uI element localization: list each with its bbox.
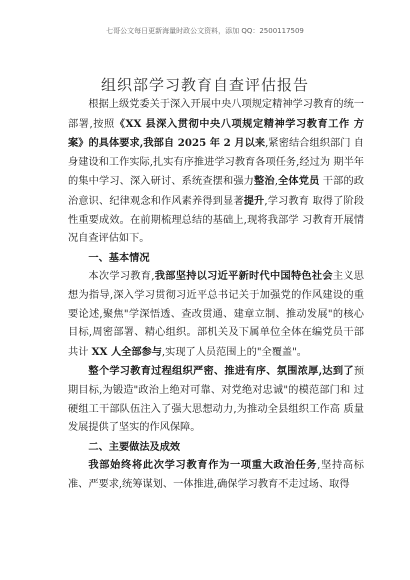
document-body <box>68 96 364 494</box>
paragraph-intro: 根据上级党委关于深入开展中央八项规定精神学习教育的统一部署,按照《XX 县深入贯彻中央八项规定精神学习教育工作 方案》的具体要求,我部自 2025 年 2 月以来,紧密结合组织部门 自身建设和工作实际,扎实有序推进学习教育各项任务,经过为 期半年的集中学习、深入研讨、系统查摆和强力整治,全体党员 干部的政治意识、纪律观念和作风素养得到显著提升,学习教育 取得了阶段性重要成效。在前期梳理总结的基础上,现将我部学 习教育开展情况自查评估如下。 <box>68 99 364 245</box>
header-note: 七哥公文每日更新海量时政公文资料，添加 QQ：2500117509 <box>106 27 304 35</box>
paragraph-basic-info: 本次学习教育,我部坚持以习近平新时代中国特色社会主义思想为指导,深入学习贯彻习近平总书记关于加强党的作风建设的重要论述,聚焦"学深悟透、查改贯通、建章立制、推动发展"的核心目标,周密部署、精心组织。部机关及下属单位全体在编党员干部共计 XX 人全部参与,实现了人员范围上的"全覆盖"。 <box>68 270 364 358</box>
section-heading-1: 一、基本情况 <box>88 251 150 264</box>
paragraph-practices: 我部始终将此次学习教育作为一项重大政治任务,坚持高标准、严要求,统筹谋划、一体推进,确保学习教育不走过场、取得 <box>68 459 364 490</box>
page-title: 组织部学习教育自查评估报告 <box>100 76 309 94</box>
paragraph-process: 整个学习教育过程组织严密、推进有序、氛围浓厚,达到了预期目标,为锻造"政治上绝对可靠、对党绝对忠诚"的模范部门和 过硬组工干部队伍注入了强大思想动力,为推动全县组织工作高 质量发展提供了坚实的作风保障。 <box>68 365 364 434</box>
section-heading-2: 二、主要做法及成效 <box>88 440 181 453</box>
